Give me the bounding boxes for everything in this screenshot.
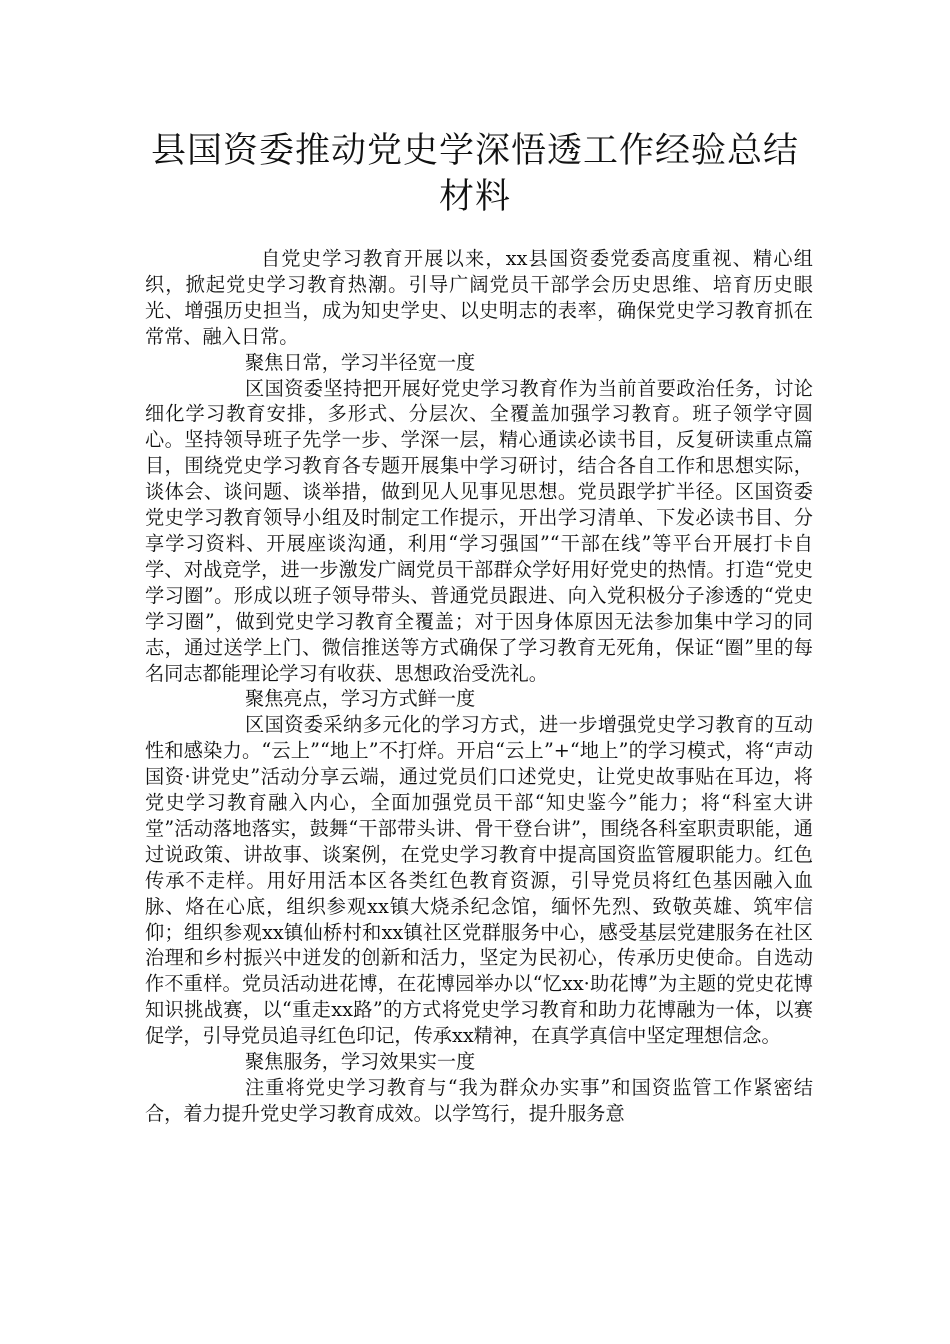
section-heading-2: 聚焦亮点，学习方式鲜一度 [245,687,476,711]
document-body [145,246,813,1127]
section-body-3: 注重将党史学习教育与“我为群众办实事”和国资监管工作紧密结合，着力提升党史学习教育成效。以学笃行，提升服务意 [145,1076,813,1125]
section-heading-3: 聚焦服务，学习效果实一度 [245,1050,476,1074]
document-title [140,128,810,220]
section-body-1: 区国资委坚持把开展好党史学习教育作为当前首要政治任务，讨论细化学习教育安排，多形式、分层次、全覆盖加强学习教育。班子领学守圆心。坚持领导班子先学一步、学深一层，精心通读必读书目，反复研读重点篇目，围绕党史学习教育各专题开展集中学习研讨，结合各自工作和思想实际，谈体会、谈问题、谈举措，做到见人见事见思想。党员跟学扩半径。区国资委党史学习教育领导小组及时制定工作提示，开出学习清单、下发必读书目、分享学习资料、开展座谈沟通，利用“学习强国”“干部在线”等平台开展打卡自学、对战竞学，进一步激发广阔党员干部群众学好用好党史的热情。打造“党史学习圈”。形成以班子领导带头、普通党员跟进、向入党积极分子渗透的“党史学习圈”，做到党史学习教育全覆盖；对于因身体原因无法参加集中学习的同志，通过送学上门、微信推送等方式确保了学习教育无死角，保证“圈”里的每名同志都能理论学习有收获、思想政治受洗礼。 [145,376,813,685]
section-heading-1: 聚焦日常，学习半径宽一度 [245,350,476,374]
intro-paragraph: 自党史学习教育开展以来，xx县国资委党委高度重视、精心组织，掀起党史学习教育热潮。引导广阔党员干部学会历史思维、培育历史眼光、增强历史担当，成为知史学史、以史明志的表率，确保党史学习教育抓在常常、融入日常。 [145,247,813,348]
title-line-1: 县国资委推动党史学深悟透工作经验总结 [150,131,799,171]
section-body-2: 区国资委采纳多元化的学习方式，进一步增强党史学习教育的互动性和感染力。“云上”“地上”不打烊。开启“云上”+“地上”的学习模式，将“声动国资·讲党史”活动分享云端，通过党员们口述党史，让党史故事贴在耳边，将党史学习教育融入内心，全面加强党员干部“知史鉴今”能力；将“科室大讲堂”活动落地落实，鼓舞“干部带头讲、骨干登台讲”，围绕各科室职责职能，通过说政策、讲故事、谈案例，在党史学习教育中提高国资监管履职能力。红色传承不走样。用好用活本区各类红色教育资源，引导党员将红色基因融入血脉、烙在心底，组织参观xx镇大烧杀纪念馆，缅怀先烈、致敬英雄、筑牢信仰；组织参观xx镇仙桥村和xx镇社区党群服务中心，感受基层党建服务在社区治理和乡村振兴中迸发的创新和活力，坚定为民初心，传承历史使命。自选动作不重样。党员活动进花博，在花博园举办以“忆xx·助花博”为主题的党史花博知识挑战赛，以“重走xx路”的方式将党史学习教育和助力花博融为一体，以赛促学，引导党员追寻红色印记，传承xx精神，在真学真信中坚定理想信念。 [145,713,813,1048]
title-line-2: 材料 [438,177,511,217]
